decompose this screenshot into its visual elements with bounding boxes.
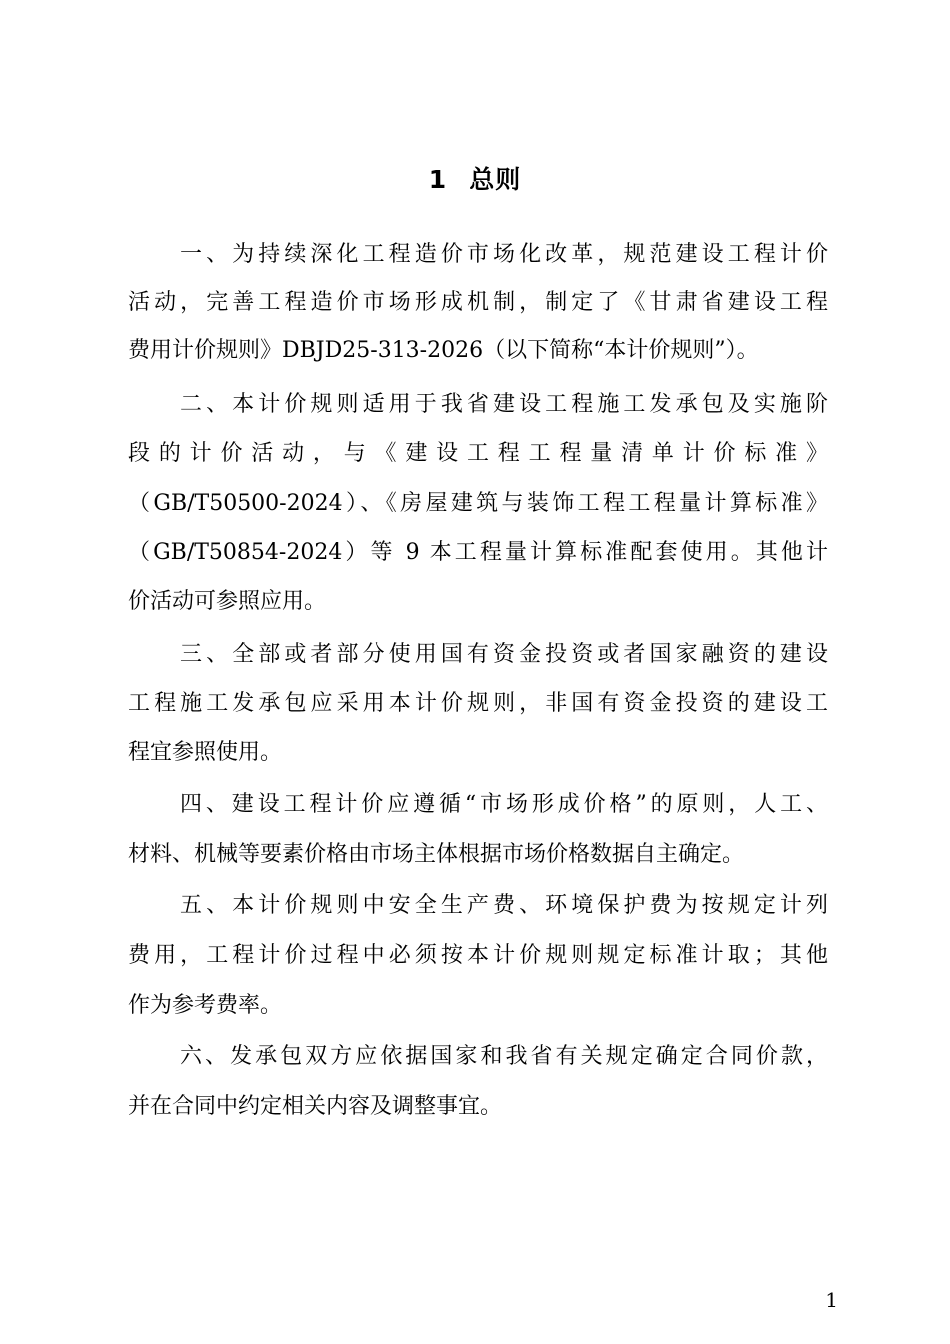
- paragraph-2-line-4: （GB/T50854-2024）等 9 本工程量计算标准配套使用。其他计: [128, 540, 828, 565]
- section-number: 1: [428, 165, 448, 194]
- section-title: [0, 160, 950, 200]
- paragraph-1-line-3: 费用计价规则》DBJD25-313-2026（以下简称“本计价规则”）。: [128, 338, 759, 363]
- paragraph-1-line-1: 一、为持续深化工程造价市场化改革，规范建设工程计价: [180, 242, 828, 267]
- paragraph-2-line-3: （GB/T50500-2024）、《房屋建筑与装饰工程工程量计算标准》: [128, 491, 828, 516]
- paragraph-6-line-1: 六、发承包双方应依据国家和我省有关规定确定合同价款，: [180, 1044, 828, 1069]
- page-number: 1: [825, 1288, 838, 1312]
- paragraph-2-line-5: 价活动可参照应用。: [128, 589, 327, 614]
- section-heading: 总则: [469, 165, 522, 194]
- paragraph-6-line-2: 并在合同中约定相关内容及调整事宜。: [128, 1094, 503, 1119]
- paragraph-1-line-2: 活动，完善工程造价市场形成机制，制定了《甘肃省建设工程: [128, 290, 828, 315]
- paragraph-5-line-1: 五、本计价规则中安全生产费、环境保护费为按规定计列: [180, 893, 828, 918]
- paragraph-2-line-1: 二、本计价规则适用于我省建设工程施工发承包及实施阶: [180, 392, 828, 417]
- paragraph-5-line-3: 作为参考费率。: [128, 993, 283, 1018]
- paragraph-4-line-1: 四、建设工程计价应遵循“市场形成价格”的原则，人工、: [180, 792, 828, 817]
- paragraph-3-line-2: 工程施工发承包应采用本计价规则，非国有资金投资的建设工: [128, 691, 828, 716]
- paragraph-3-line-3: 程宜参照使用。: [128, 740, 283, 765]
- paragraph-2-line-2: 段的计价活动，与《建设工程工程量清单计价标准》: [128, 441, 828, 466]
- paragraph-5-line-2: 费用，工程计价过程中必须按本计价规则规定标准计取；其他: [128, 943, 828, 968]
- paragraph-3-line-1: 三、全部或者部分使用国有资金投资或者国家融资的建设: [180, 642, 828, 667]
- paragraph-4-line-2: 材料、机械等要素价格由市场主体根据市场价格数据自主确定。: [128, 842, 745, 867]
